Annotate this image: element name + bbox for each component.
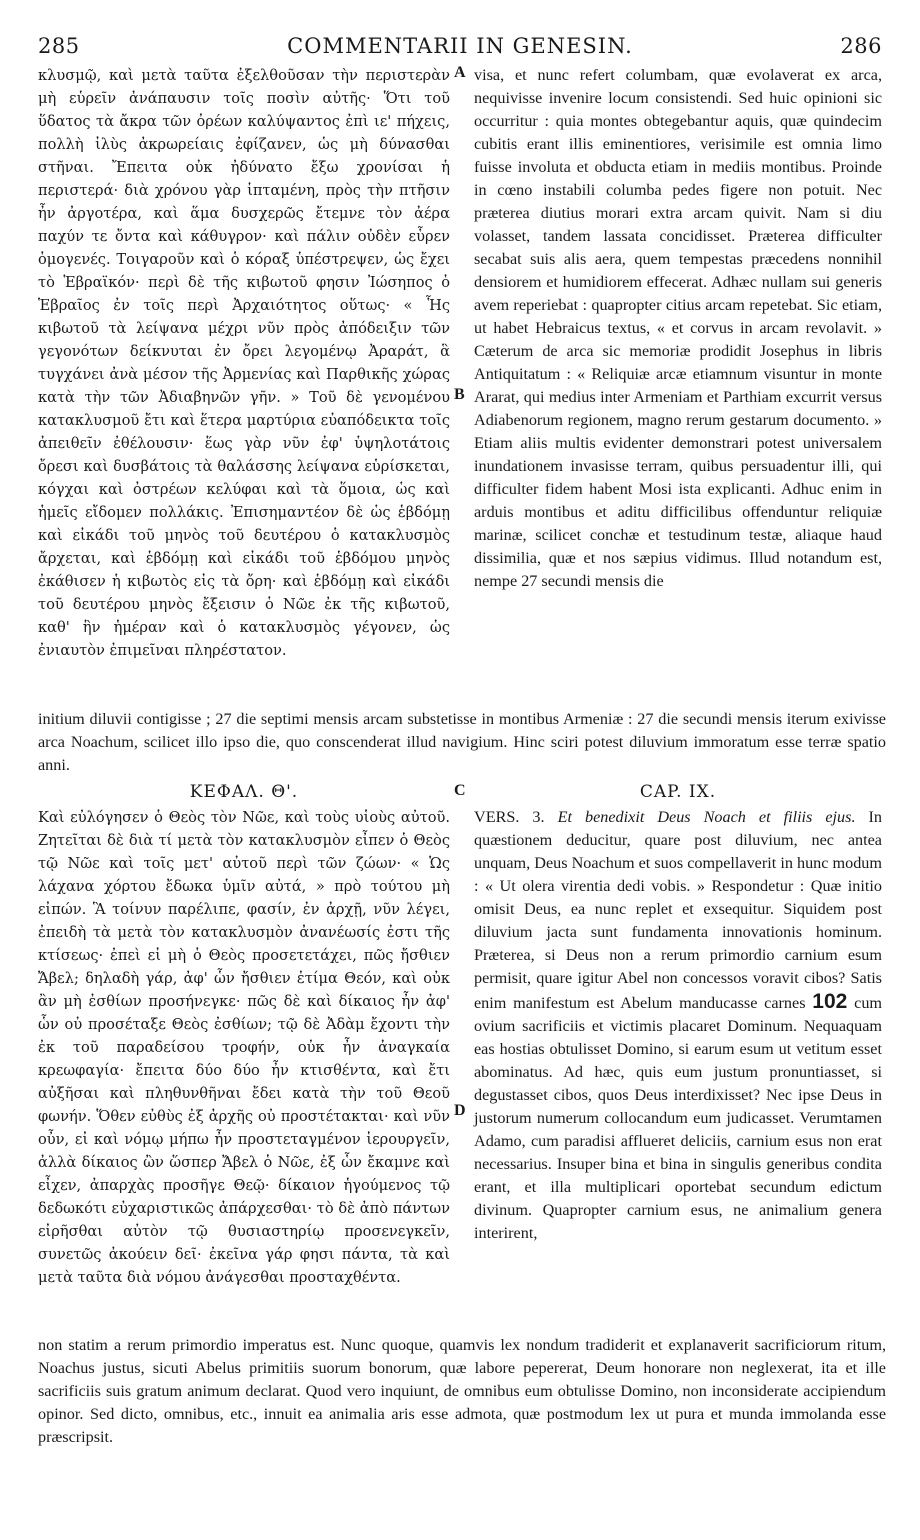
greek-text-1: κλυσμῷ, καὶ μετὰ ταῦτα ἐξελθοῦσαν τὴν περιστερὰν μὴ εὑρεῖν ἀνάπαυσιν τοῖς ποσὶν αὐτῆς· Ὅτι τοῦ ὕδατος τὰ ἄκρα τῶν ὀρέων καλύψαντος ἐπὶ ιε' πήχεις, πολλὴ ἰλὺς ἀκρωρείαις ἐφίζανεν, ὡς μὴ δύνασθαι στῆναι. Ἔπειτα οὐκ ἠδύνατο ἔξω χρονίσαι ἡ περιστερά· διὰ χρόνου γὰρ ἱπταμένη, πρὸς τὴν πτῆσιν ἦν ἀργοτέρα, καὶ ἅμα δυσχερῶς ἔτεμνε τὸν ἀέρα παχύν τε ὄντα καὶ κάθυγρον· καὶ πάλιν οὐδὲν εὗρεν ὁμογενές. Τοιγαροῦν καὶ ὁ κόραξ ὑπέστρεψεν, ὡς ἔχει τὸ Ἑβραϊκόν· περὶ δὲ τῆς κιβωτοῦ φησιν Ἰώσηπος ὁ Ἑβραῖος ἐν τοῖς περὶ Ἀρχαιότητος οὕτως· « Ἧς κιβωτοῦ τὰ λείψανα μέχρι νῦν πρὸς ἀπόδειξιν τῶν γεγονότων δείκνυται ἐν ὄρει λεγομένῳ Ἀραράτ, ἃ τυγχάνει ἀνὰ μέσον τῆς Ἀρμενίας καὶ Παρθικῆς χώρας κατὰ τὴν τῶν Ἀδιαβηνῶν γῆν. » Τοῦ δὲ γενομένου κατακλυσμοῦ ἔτι καὶ ἕτερα μαρτύρια εὐαπόδεικτα τοῖς ἀπειθεῖν ἐθέλουσιν· ἕως γὰρ νῦν ἐφ' ὑψηλοτάτοις ὄρεσι καὶ δυσβάτοις τὰ θαλάσσης λείψανα εὑρίσκεται, κόγχαι καὶ ὀστρέων κελύφαι καὶ τὰ ὅμοια, ὡς καὶ ἡμεῖς εἴδομεν πολλάκις. Ἐπισημαντέον δὲ ὡς ἑβδόμῃ καὶ εἰκάδι τοῦ μηνὸς τοῦ δευτέρου ὁ κατακλυσμὸς ἄρχεται, καὶ ἑβδόμῃ καὶ εἰκάδι τοῦ ἑβδόμου μηνὸς ἐκάθισεν ἡ κιβωτὸς εἰς τὰ ὄρη· καὶ ἑβδόμῃ καὶ εἰκάδι τοῦ δευτέρου μηνὸς ἔξεισιν ὁ Νῶε ἐκ τῆς κιβωτοῦ, καθ' ἣν ἡμέραν καὶ ὁ κατακλυσμὸς γέγονεν, ὡς ἐνιαυτὸν ἐπιμεῖναι πληρέστατον. — [38, 67, 450, 659]
running-header — [38, 12, 882, 58]
greek-chapter-heading: ΚΕΦΑΛ. Θ'. — [189, 782, 299, 802]
greek-text-2: Καὶ εὐλόγησεν ὁ Θεὸς τὸν Νῶε, καὶ τοὺς υἱοὺς αὐτοῦ. Ζητεῖται δὲ διὰ τί μετὰ τὸν κατακλυσμὸν εἶπεν ὁ Θεὸς τῷ Νῶε καὶ τοῖς μετ' αὐτοῦ περὶ τῶν ζώων· « Ὡς λάχανα χόρτου ἔδωκα ὑμῖν αὐτά, » πρὸ τούτου μὴ εἰπών. Ἃ τοίνυν παρέλιπε, φασίν, ἐν ἀρχῇ, νῦν λέγει, ἐπειδὴ τὰ μετὰ τὸν κατακλυσμὸν ἀνανέωσίς ἐστι τῆς κτίσεως· ἐπεὶ εἰ μὴ ὁ Θεὸς προσετετάχει, πῶς ἤσθιεν Ἄβελ; δηλαδὴ γάρ, ἀφ' ὧν ἤσθιεν ἐτίμα Θεόν, καὶ οὐκ ἂν μὴ ἐσθίων προσήνεγκε· πῶς δὲ καὶ δίκαιος ἦν ἀφ' ὧν οὐ προσέταξε Θεὸς ἐσθίων; τῷ δὲ Ἀδὰμ ἔχοντι τὴν ἐκ τοῦ παραδείσου τροφήν, οὐκ ἦν ἀναγκαία κρεωφαγία· ἔπειτα δύο δύο ἦν κτισθέντα, καὶ ἔτι αὐξῆσαι καὶ πληθυνθῆναι ἔδει κατὰ τὴν τοῦ Θεοῦ φωνήν. Ὅθεν εὐθὺς ἐξ ἀρχῆς οὐ προστέτακται· καὶ νῦν οὖν, εἰ καὶ νόμῳ μήπω ἦν προστεταγμένον ἱερουργεῖν, ἀλλὰ δίκαιος ὢν ὥσπερ Ἄβελ ὁ Νῶε, ἐξ ὧν ἔκαμνε καὶ εἶχεν, ἀπαρχὰς προσῆγε Θεῷ· δίκαιον ἡγούμενος τῷ δεδωκότι εὐχαριστικῶς ἀπάρχεσθαι· τὸ δὲ ἀπὸ πάντων εἰρῆσθαι αὐτὸν τῷ θυσιαστηρίῳ προσενεγκεῖν, συνετῶς ἀκούειν δεῖ· ἐκεῖνα γάρ φησι πάντα, τὰ καὶ μετὰ ταῦτα διὰ νόμου ἀνάγεσθαι προσταχθέντα. — [38, 809, 450, 1286]
margin-marker-b: B — [454, 386, 465, 403]
latin-column-2 — [474, 806, 882, 1245]
greek-column-2 — [38, 806, 450, 1289]
greek-column-1 — [38, 64, 450, 662]
page-number-left: 285 — [38, 34, 80, 58]
margin-marker-d: D — [454, 1102, 466, 1119]
column-number: 102 — [812, 990, 848, 1013]
latin-column-1 — [474, 64, 882, 593]
latin-chapter-heading: CAP. IX. — [639, 782, 717, 802]
latin-text-2a: In quæstionem deducitur, quare post diluvium, nec antea unquam, Deus Noachum et suos compellaverit in hunc modum : « Ut olera virentia dedi vobis. » Respondetur : Quæ initio omisit Deus, ea nunc replet et exsequitur. Siquidem post diluvium jacta sunt fundamenta innovationis hominum. Præterea, si Deus non a rerum primordio carnium esum permisit, quare igitur Abel non concessos voravit cibos? Satis enim manifestum est Abelum manducasse carnes — [474, 808, 882, 1012]
latin-text-2b: cum ovium sacrificiis et victimis placaret Dominum. Nequaquam eas hostias obtulisset Domino, si earum esum ut vetitum esset abominatus. Ad hæc, quis eum justum pronuntiasset, si degustasset cibos, quos Deus interdixisset? Nec ipse Deus in justorum numerum collocandum eum judicasset. Verumtamen Adamo, cum paradisi afflueret deliciis, carnium esus non erat necessarius. Insuper bina et bina in singulis generibus condita erant, et illa multiplicari oportebat secundum edictum divinum. Quapropter carnium esus, ne animalium genera interirent, — [474, 994, 883, 1242]
verse-text: Et benedixit Deus Noach et filiis ejus. — [557, 808, 856, 826]
margin-marker-a: A — [454, 64, 466, 81]
running-title: COMMENTARII IN GENESIN. — [287, 34, 633, 58]
margin-marker-c: C — [454, 782, 466, 799]
latin-fullwidth-2: non statim a rerum primordio imperatus est. Nunc quoque, quamvis lex nondum tradiderit et explanaverit sacrificiorum ritum, Noachus justus, sicuti Abelus primitiis suorum bonorum, quæ labore pepererat, Deum honorare non neglexerat, ita et ille sacrificiis suis gratum animum declarat. Quod vero inquiunt, de omnibus eum obtulisse Domino, non inconsiderate accipiendum opinor. Sed dicto, omnibus, etc., innuit ea animalia aris esse admota, quæ postmodum lex ut pura et munda immolanda esse præscripsit. — [38, 1336, 886, 1446]
page-number-right: 286 — [840, 34, 882, 58]
latin-text-1: visa, et nunc refert columbam, quæ evolaverat ex arca, nequivisse invenire locum consistendi. Sed huic opinioni sic occurritur : quia montes obtegebantur aquis, quæ quindecim cubitis erant illis eminentiores, verisimile est omnia limo fuisse involuta et obducta etiam in mediis montibus. Proinde in cœno instabili columba pedes figere non potuit. Nec præterea diutius morari extra arcam quivit. Nam si diu volasset, tandem lassata concidisset. Præterea difficulter secabat suis alis aera, quem tempestas præcedens nonnihil densiorem et humidiorem effecerat. Adhæc nullam sui generis avem reperiebat : quapropter citius arcam repetebat. Sic etiam, ut habet Hebraicus textus, « et corvus in arcam revolavit. » Cæterum de arca sic memoriæ prodidit Josephus in libris Antiquitatum : « Reliquiæ arcæ etiamnum visuntur in monte Ararat, qui medius inter Armeniam et Parthiam excurrit versus Adiabenorum regionem, magno rerum gestarum documento. » Etiam aliis multis evidenter demonstrari potest universalem inundationem invasisse terram, quibus persuadentur illi, qui difficulter fidem habent Mosi ista explicanti. Adhuc enim in arduis montibus et aditu difficilibus offenduntur reliquiæ marinæ, scilicet conchæ et testudinum testæ, aliaque haud dissimilia, quæ et nos sæpius vidimus. Illud notandum est, nempe 27 secundi mensis die — [474, 66, 882, 590]
latin-fullwidth-1: initium diluvii contigisse ; 27 die septimi mensis arcam substetisse in montibus Armeniæ : 27 die secundi mensis iterum exivisse arca Noachum, scilicet illo ipso die, quo conscenderat illud navigium. Hinc sciri potest diluvium immoratum esse terræ spatio anni. — [38, 710, 886, 774]
verse-label: VERS. 3. — [474, 808, 545, 826]
